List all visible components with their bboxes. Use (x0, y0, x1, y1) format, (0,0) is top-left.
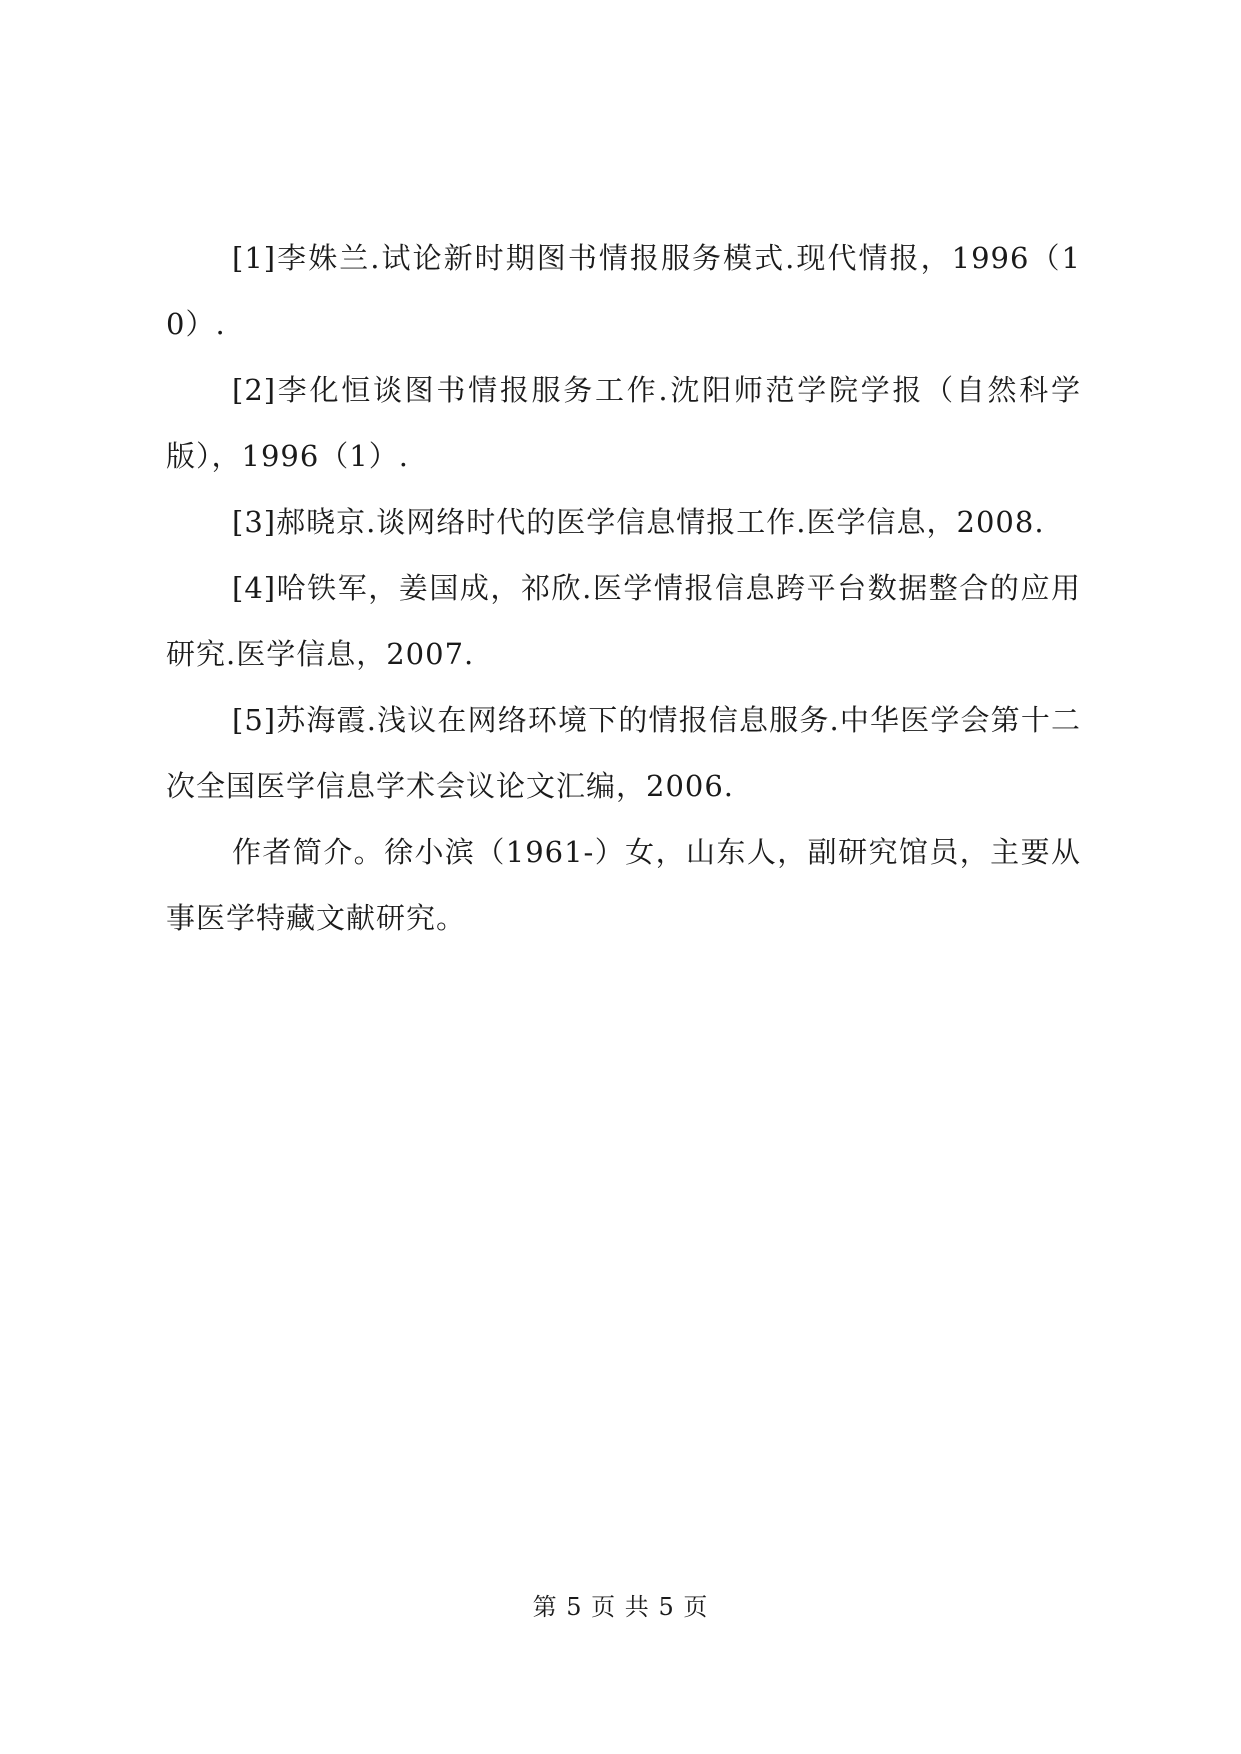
page-footer: 第 5 页 共 5 页 (532, 1593, 709, 1621)
reference-3: [3]郝晓京.谈网络时代的医学信息情报工作.医学信息，2008. (232, 505, 1045, 539)
reference-5: [5]苏海霞.浅议在网络环境下的情报信息服务.中华医学会第十二次全国医学信息学术会议论文汇编，2006. (166, 703, 1081, 803)
reference-1: [1]李姝兰.试论新时期图书情报服务模式.现代情报，1996（10）. (166, 241, 1081, 341)
author-bio: 作者简介。徐小滨（1961-）女，山东人，副研究馆员，主要从事医学特藏文献研究。 (166, 835, 1081, 935)
document-body (166, 225, 1081, 951)
reference-2: [2]李化恒谈图书情报服务工作.沈阳师范学院学报（自然科学版），1996（1）. (166, 373, 1081, 473)
reference-4: [4]哈铁军，姜国成，祁欣.医学情报信息跨平台数据整合的应用研究.医学信息，2007. (166, 571, 1081, 671)
